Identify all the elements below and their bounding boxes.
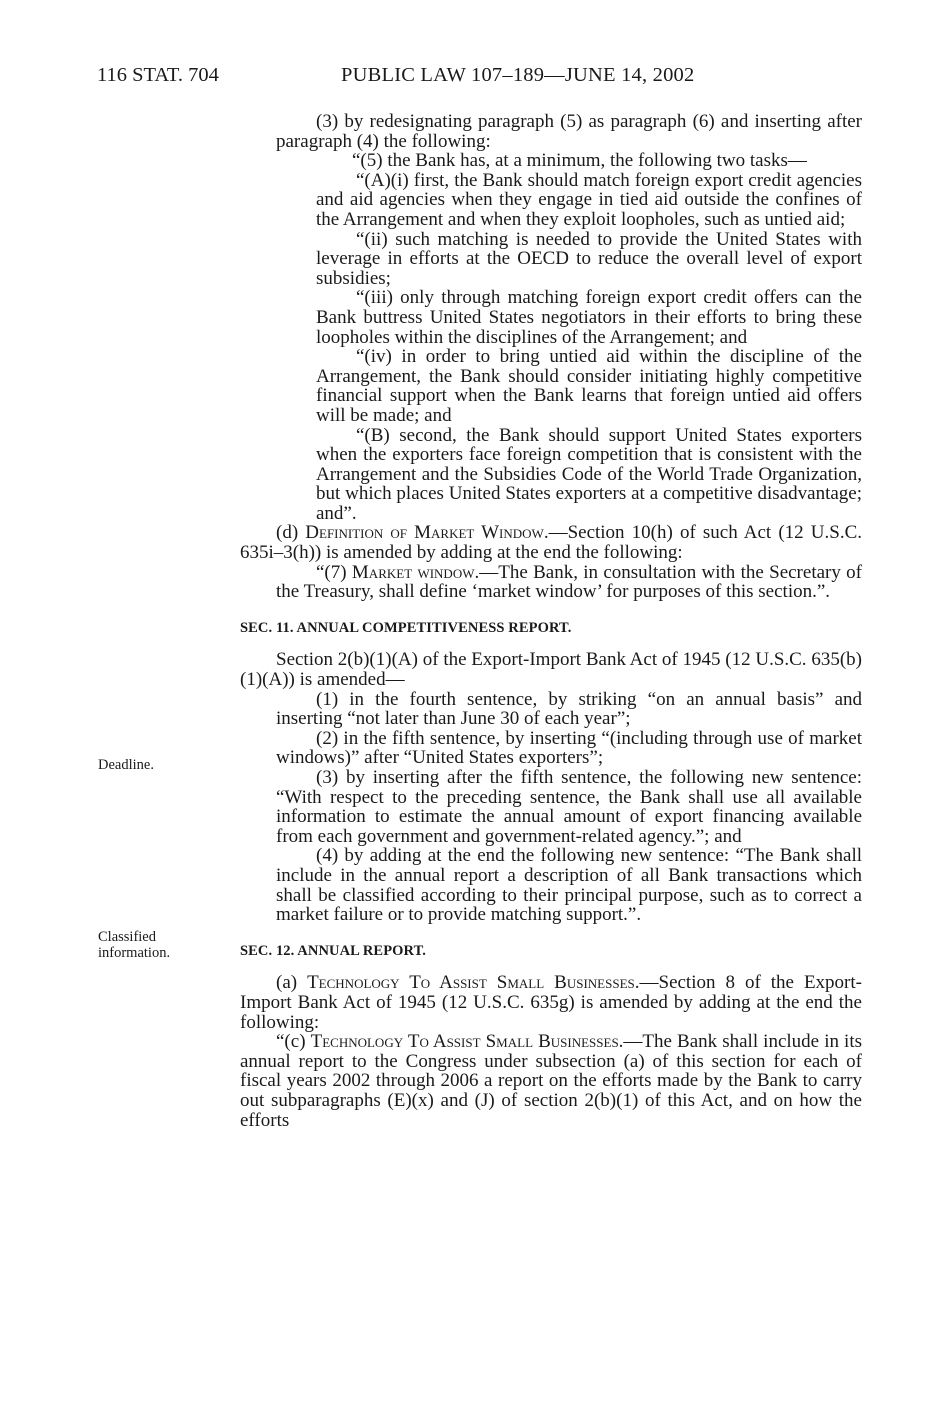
subsection-d: (d) Definition of Market Window.—Section 10(h) of such Act (12 U.S.C. 635i–3(h)) is amended by adding at the end the following: bbox=[240, 522, 862, 564]
running-head: PUBLIC LAW 107–189—JUNE 14, 2002 bbox=[341, 64, 695, 86]
section-11-item-2: (2) in the fifth sentence, by inserting “(including through use of market windows)” after “United States exporters”; bbox=[276, 727, 862, 769]
quoted-clause-b: “(B) second, the Bank should support United States exporters when the exporters face foreign competition that is consistent with the Arrangement and the Subsidies Code of the World Trade Organization, but which places United States exporters at a competitive disadvantage; and”. bbox=[316, 424, 862, 524]
quoted-paragraph-7: “(7) Market window.—The Bank, in consultation with the Secretary of the Treasury, shall define ‘market window’ for purposes of this section.”. bbox=[276, 561, 862, 603]
quoted-subsection-c: “(c) Technology To Assist Small Businesses.—The Bank shall include in its annual report to the Congress under subsection (a) of this section for each of fiscal years 2002 through 2006 a report on the efforts made by the Bank to carry out subparagraphs (E)(x) and (J) of section 2(b)(1) of this Act, and on how the efforts bbox=[240, 1031, 862, 1131]
section-12-heading: SEC. 12. ANNUAL REPORT. bbox=[240, 942, 427, 959]
quoted-clause-iii: “(iii) only through matching foreign export credit offers can the Bank buttress United States negotiators in their efforts to bring these loopholes within the disciplines of the Arrangement; and bbox=[316, 287, 862, 348]
margin-note-deadline: Deadline. bbox=[98, 757, 154, 773]
subsection-d-heading: Definition of Market Window. bbox=[305, 522, 549, 544]
section-11-heading: SEC. 11. ANNUAL COMPETITIVENESS REPORT. bbox=[240, 619, 572, 636]
margin-note-classified: Classified information. bbox=[98, 929, 171, 961]
quoted-clause-ii: “(ii) such matching is needed to provide the United States with leverage in efforts at the OECD to reduce the overall level of export subsidies; bbox=[316, 228, 862, 289]
quoted-clause-iv: “(iv) in order to bring untied aid within the discipline of the Arrangement, the Bank should consider initiating highly competitive financial support when the Bank learns that foreign untied aid offers will be made; and bbox=[316, 346, 862, 426]
amendment-paragraph: (3) by redesignating paragraph (5) as paragraph (6) and inserting after paragraph (4) the following: bbox=[276, 111, 862, 152]
quoted-clause-a-i: “(A)(i) first, the Bank should match foreign export credit agencies and aid agencies when they engage in tied aid outside the confines of the Arrangement and when they exploit loopholes, such as untied aid; bbox=[316, 169, 862, 230]
section-11-item-3: (3) by inserting after the fifth sentence, the following new sentence: “With respect to the preceding sentence, the Bank shall use all available information to estimate the annual amount of export financing available from each government and government-related agency.”; and bbox=[276, 767, 862, 847]
section-11-item-4: (4) by adding at the end the following new sentence: “The Bank shall include in the annual report a description of all Bank transactions which shall be classified according to their principal purpose, such as to correct a market failure or to provide matching support.”. bbox=[276, 845, 862, 926]
statute-page-number: 116 STAT. 704 bbox=[97, 64, 219, 86]
subsection-c-heading: Technology To Assist Small Businesses. bbox=[310, 1031, 624, 1053]
section-11-intro: Section 2(b)(1)(A) of the Export-Import Bank Act of 1945 (12 U.S.C. 635(b)(1)(A)) is amended— bbox=[240, 649, 862, 691]
section-11-item-1: (1) in the fourth sentence, by striking “on an annual basis” and inserting “not later than June 30 of each year”; bbox=[276, 688, 862, 730]
quoted-paragraph-5: “(5) the Bank has, at a minimum, the following two tasks— bbox=[352, 150, 807, 172]
page-header bbox=[97, 64, 857, 94]
page-body bbox=[240, 112, 862, 1130]
subsection-a: (a) Technology To Assist Small Businesses.—Section 8 of the Export-Import Bank Act of 1945 (12 U.S.C. 635g) is amended by adding at the end the following: bbox=[240, 972, 862, 1033]
subsection-a-heading: Technology To Assist Small Businesses. bbox=[307, 972, 640, 994]
paragraph-7-heading: Market window. bbox=[351, 561, 480, 583]
